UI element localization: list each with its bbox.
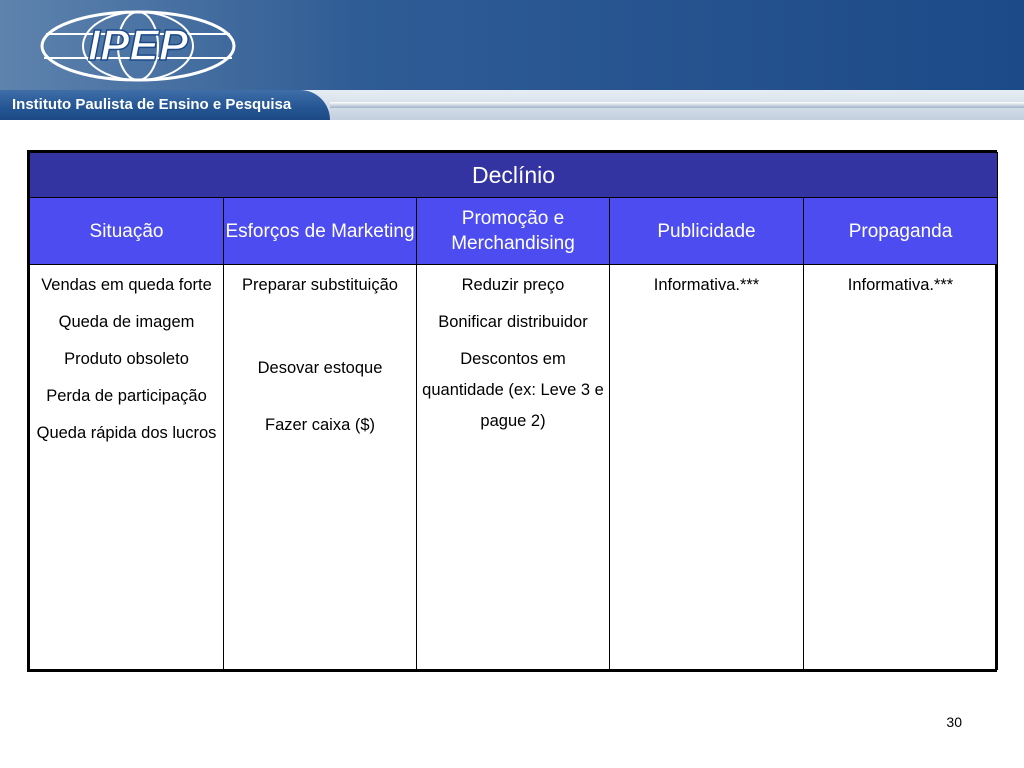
situacao-item: Queda rápida dos lucros	[36, 424, 217, 442]
subtitle-divider	[330, 102, 1024, 108]
promocao-item: Descontos em quantidade (ex: Leve 3 e pague 2)	[422, 350, 604, 430]
column-header-propaganda: Propaganda	[804, 198, 998, 265]
situacao-item: Vendas em queda forte	[41, 276, 212, 294]
promocao-item: Reduzir preço	[461, 276, 565, 294]
logo-text: IPEP	[87, 21, 189, 70]
column-header-promocao: Promoção e Merchandising	[417, 198, 610, 265]
publicidade-item: Informativa.***	[653, 276, 760, 294]
column-header-situacao: Situação	[30, 198, 224, 265]
cell-propaganda	[804, 265, 998, 670]
situacao-item: Perda de participação	[46, 387, 207, 405]
esforcos-item: Fazer caixa ($)	[264, 416, 376, 434]
subtitle-tab	[0, 90, 330, 120]
situacao-item: Produto obsoleto	[64, 350, 189, 368]
ipep-logo	[38, 8, 238, 84]
cell-publicidade	[610, 265, 804, 670]
column-header-publicidade: Publicidade	[610, 198, 804, 265]
situacao-item: Queda de imagem	[58, 313, 195, 331]
page-number: 30	[946, 714, 962, 730]
table-title: Declínio	[30, 153, 998, 198]
column-header-esforcos: Esforços de Marketing	[224, 198, 417, 265]
institution-name: Instituto Paulista de Ensino e Pesquisa	[12, 96, 292, 113]
cell-esforcos	[224, 265, 417, 670]
promocao-item: Bonificar distribuidor	[438, 313, 588, 331]
cell-promocao	[417, 265, 610, 670]
slide-header	[0, 0, 1024, 90]
propaganda-item: Informativa.***	[847, 276, 954, 294]
cell-situacao	[30, 265, 224, 670]
declinio-table	[27, 150, 997, 672]
esforcos-item: Preparar substituição	[242, 276, 398, 294]
esforcos-item: Desovar estoque	[257, 359, 383, 377]
subtitle-bar	[0, 90, 1024, 120]
